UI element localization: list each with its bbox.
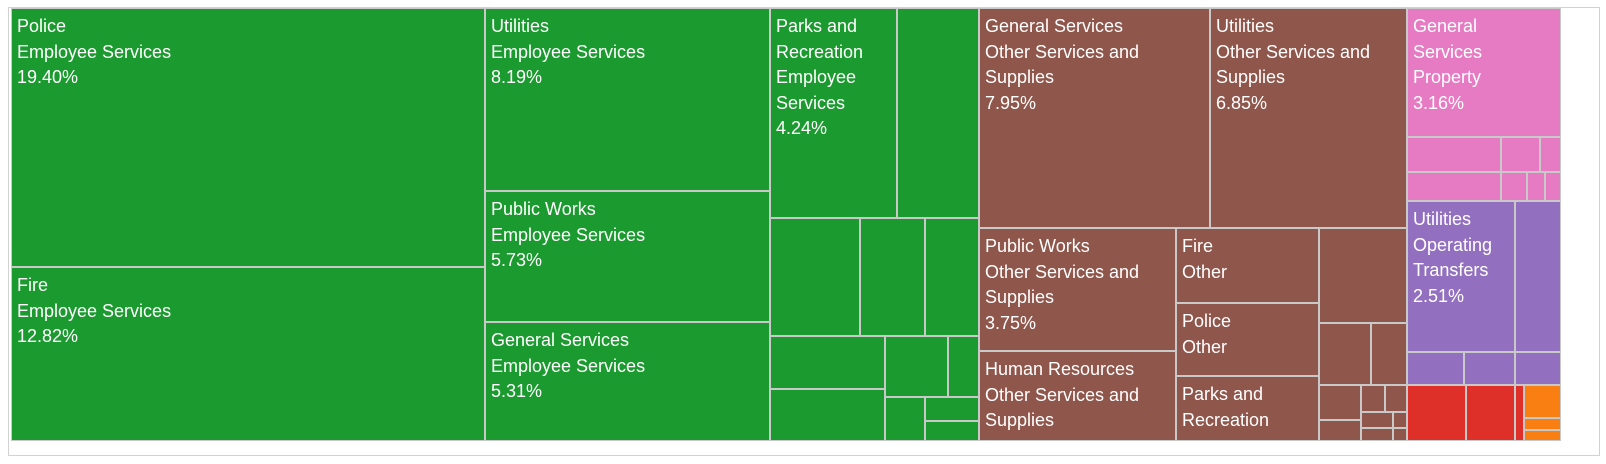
treemap-cell-utilities-other-services-and-supplies[interactable]: [1210, 8, 1407, 228]
treemap-cell-label: Fire Employee Services 12.82%: [17, 275, 172, 346]
treemap-cell-small-employee-services-8[interactable]: [885, 397, 925, 441]
treemap-cell-public-works-other-services-and-supplies[interactable]: [979, 228, 1176, 351]
treemap-cell-small-employee-services-4[interactable]: [770, 336, 885, 389]
treemap-cell-label: Parks and Recreation Employee Services 4.24%: [776, 16, 864, 138]
treemap-cell-label: Public Works Other Services and Supplies 3.75%: [985, 236, 1140, 333]
treemap-cell-label: Public Works Employee Services 5.73%: [491, 199, 646, 270]
treemap-cell-police-other[interactable]: [1176, 303, 1319, 376]
treemap-cell-police-employee-services[interactable]: [11, 8, 485, 267]
treemap-cell-small-other-services-and-supplies-14[interactable]: [1319, 385, 1361, 420]
treemap-cell-small-employee-services-7[interactable]: [948, 336, 979, 397]
treemap-cell-small-operating-transfers-29[interactable]: [1515, 201, 1561, 352]
treemap-cell-small-employee-services-10[interactable]: [925, 421, 979, 441]
treemap-cell-small-operating-transfers-32[interactable]: [1515, 352, 1561, 385]
treemap-cell-small-red-category-34[interactable]: [1466, 385, 1515, 441]
treemap-cell-small-employee-services-9[interactable]: [925, 397, 979, 421]
treemap-cell-small-other-services-and-supplies-19[interactable]: [1393, 412, 1407, 428]
treemap-cell-small-other-services-and-supplies-17[interactable]: [1385, 385, 1407, 412]
treemap-cell-small-other-services-and-supplies-21[interactable]: [1393, 428, 1407, 441]
treemap-cell-human-resources-other-services-and-supplies[interactable]: [979, 351, 1176, 441]
treemap-cell-small-property-26[interactable]: [1501, 172, 1527, 201]
treemap-cell-label: Police Other: [1182, 311, 1232, 357]
treemap-cell-label: Utilities Other Services and Supplies 6.85%: [1216, 16, 1371, 113]
treemap-cell-small-property-27[interactable]: [1527, 172, 1545, 201]
treemap-cell-small-employee-services-2[interactable]: [860, 218, 925, 336]
treemap-cell-label: Fire Other: [1182, 236, 1228, 282]
treemap-cell-utilities-operating-transfers[interactable]: [1407, 201, 1515, 352]
treemap-cell-small-property-23[interactable]: [1501, 137, 1540, 172]
treemap-cell-fire-other[interactable]: [1176, 228, 1319, 303]
treemap-cell-small-employee-services-3[interactable]: [925, 218, 979, 336]
treemap-cell-small-red-category-33[interactable]: [1407, 385, 1466, 441]
treemap-cell-label: Human Resources Other Services and Supplies: [985, 359, 1140, 430]
treemap-cell-general-services-other-services-and-supplies[interactable]: [979, 8, 1210, 228]
treemap-cell-small-orange-category-38[interactable]: [1524, 430, 1561, 441]
treemap-cell-label: Parks and Recreation: [1182, 384, 1270, 430]
treemap-cell-general-services-property[interactable]: [1407, 8, 1561, 137]
treemap-cell-small-other-services-and-supplies-12[interactable]: [1319, 323, 1371, 385]
treemap-cell-small-employee-services-0[interactable]: [897, 8, 979, 218]
treemap-cell-small-orange-category-36[interactable]: [1524, 385, 1561, 418]
treemap-cell-small-operating-transfers-31[interactable]: [1464, 352, 1515, 385]
treemap-cell-label: General Services Property 3.16%: [1413, 16, 1483, 113]
treemap-cell-small-other-services-and-supplies-15[interactable]: [1319, 420, 1361, 441]
treemap-cell-label: Police Employee Services 19.40%: [17, 16, 172, 87]
treemap-cell-parks-and-recreation-employee-services[interactable]: [770, 8, 897, 218]
treemap-cell-fire-employee-services[interactable]: [11, 267, 485, 441]
treemap-cell-utilities-employee-services[interactable]: [485, 8, 770, 191]
treemap-cell-small-employee-services-6[interactable]: [885, 336, 948, 397]
treemap-cell-small-property-28[interactable]: [1545, 172, 1561, 201]
treemap-cell-small-property-25[interactable]: [1407, 172, 1501, 201]
treemap-cell-small-employee-services-5[interactable]: [770, 389, 885, 441]
treemap-cell-small-other-services-and-supplies-16[interactable]: [1361, 385, 1385, 412]
treemap-cell-small-employee-services-1[interactable]: [770, 218, 860, 336]
treemap-cell-small-property-22[interactable]: [1407, 137, 1501, 172]
treemap-cell-small-orange-category-37[interactable]: [1524, 418, 1561, 430]
treemap-cell-small-other-services-and-supplies-13[interactable]: [1371, 323, 1407, 385]
treemap-cell-small-operating-transfers-30[interactable]: [1407, 352, 1464, 385]
treemap-cell-small-other-services-and-supplies-11[interactable]: [1319, 228, 1407, 323]
treemap-cell-small-other-services-and-supplies-18[interactable]: [1361, 412, 1393, 428]
treemap-cell-small-other-services-and-supplies-20[interactable]: [1361, 428, 1393, 441]
treemap-cell-parks-and-recreation-group[interactable]: [1176, 376, 1319, 441]
treemap-cell-label: General Services Other Services and Supplies 7.95%: [985, 16, 1140, 113]
treemap-cell-label: Utilities Operating Transfers 2.51%: [1413, 209, 1493, 306]
treemap-cell-public-works-employee-services[interactable]: [485, 191, 770, 322]
treemap-cell-small-property-24[interactable]: [1540, 137, 1561, 172]
treemap-cell-general-services-employee-services[interactable]: [485, 322, 770, 441]
treemap-cell-label: Utilities Employee Services 8.19%: [491, 16, 646, 87]
treemap-cell-small-red-category-35[interactable]: [1515, 385, 1524, 441]
treemap-cell-label: General Services Employee Services 5.31%: [491, 330, 646, 401]
